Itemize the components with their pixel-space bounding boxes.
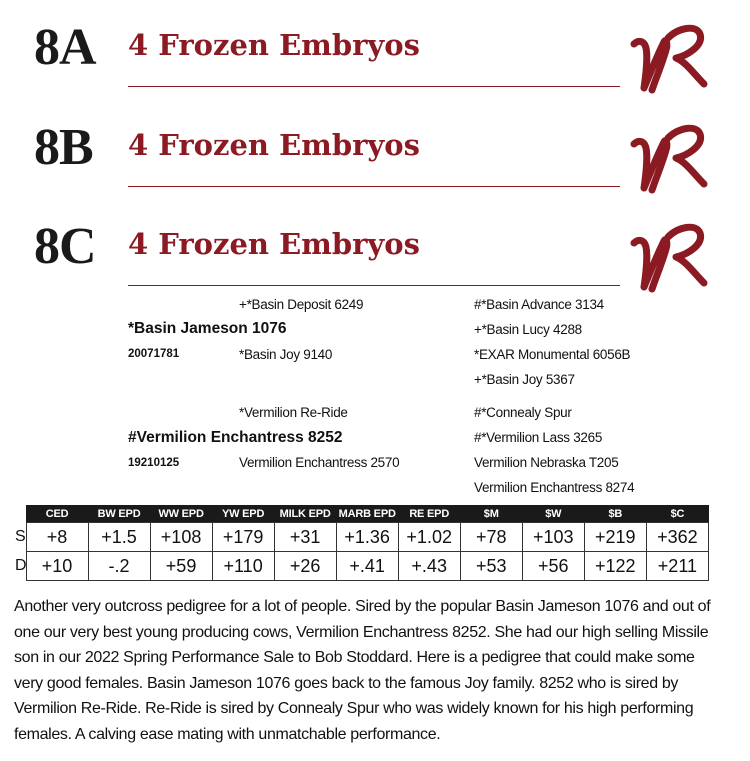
- lot-description: Another very outcross pedigree for a lot of people. Sired by the popular Basin Jameson 1076 and out of one our very best young producing cows, Vermilion Enchantress 8252. She had our high selling Missile son in our 2022 Spring Performance Sale to Bob Stoddard. Here is a pedigree that could make some very good females. Basin Jameson 1076 goes back to the famous Joy family. 8252 who is sired by Vermilion Re-Ride. Re-Ride is sired by Connealy Spur who was widely known for his high performing females. A calving ease mating with unmatchable performance.: [14, 598, 711, 743]
- epd-cell: +26: [274, 552, 336, 581]
- lot-title: 4 Frozen Embryos: [128, 128, 420, 162]
- lot-row-8c: [0, 205, 750, 303]
- epd-header-corner: [14, 505, 26, 523]
- epd-cell: +179: [212, 523, 274, 552]
- epd-row-label: D: [14, 552, 26, 581]
- pedigree-sire-sire-dam: +*Basin Lucy 4288: [474, 322, 582, 337]
- pedigree-dam-reg: 19210125: [128, 457, 180, 469]
- epd-cell: +108: [150, 523, 212, 552]
- vr-brand-logo-icon: [628, 118, 710, 198]
- epd-row-label: S: [14, 523, 26, 552]
- divider: [128, 285, 620, 286]
- epd-cell: +122: [584, 552, 646, 581]
- epd-cell: +1.36: [336, 523, 398, 552]
- epd-cell: +211: [646, 552, 708, 581]
- vr-brand-logo-icon: [628, 18, 710, 98]
- epd-cell: +110: [212, 552, 274, 581]
- epd-cell: +.43: [398, 552, 460, 581]
- lot-number: 8C: [34, 218, 96, 275]
- epd-header-re: RE EPD: [398, 505, 460, 523]
- epd-header-m: $M: [460, 505, 522, 523]
- divider: [128, 186, 620, 187]
- pedigree-sire-sire: +*Basin Deposit 6249: [239, 297, 364, 312]
- epd-cell: +362: [646, 523, 708, 552]
- epd-cell: +78: [460, 523, 522, 552]
- epd-header-c: $C: [646, 505, 708, 523]
- lot-row-8a: [0, 6, 750, 104]
- epd-cell: +31: [274, 523, 336, 552]
- epd-cell: +8: [26, 523, 88, 552]
- epd-header-w: $W: [522, 505, 584, 523]
- pedigree-sire-dam-dam: +*Basin Joy 5367: [474, 372, 575, 387]
- pedigree-sire-reg: 20071781: [128, 348, 180, 360]
- pedigree-dam-sire: *Vermilion Re-Ride: [239, 405, 348, 420]
- epd-row-sire: [14, 523, 709, 552]
- epd-cell: +219: [584, 523, 646, 552]
- epd-header-ced: CED: [26, 505, 88, 523]
- epd-cell: +59: [150, 552, 212, 581]
- pedigree-sire-dam-sire: *EXAR Monumental 6056B: [474, 347, 631, 362]
- epd-cell: +1.5: [88, 523, 150, 552]
- pedigree-dam-dam-dam: Vermilion Enchantress 8274: [474, 480, 635, 495]
- pedigree-dam-dam: Vermilion Enchantress 2570: [239, 455, 400, 470]
- epd-table: [14, 505, 709, 581]
- epd-header-ww: WW EPD: [150, 505, 212, 523]
- pedigree-sire-name: *Basin Jameson 1076: [128, 320, 287, 337]
- pedigree-dam-sire-dam: #*Vermilion Lass 3265: [474, 430, 603, 445]
- lot-row-8b: [0, 106, 750, 204]
- epd-cell: +53: [460, 552, 522, 581]
- epd-row-dam: [14, 552, 709, 581]
- epd-cell: +1.02: [398, 523, 460, 552]
- vr-brand-logo-icon: [628, 217, 710, 297]
- epd-header-b: $B: [584, 505, 646, 523]
- lot-title: 4 Frozen Embryos: [128, 28, 420, 62]
- divider: [128, 86, 620, 87]
- epd-cell: -.2: [88, 552, 150, 581]
- epd-header-row: [14, 505, 709, 523]
- epd-header-milk: MILK EPD: [274, 505, 336, 523]
- pedigree-dam-name: #Vermilion Enchantress 8252: [128, 429, 343, 446]
- epd-cell: +10: [26, 552, 88, 581]
- epd-cell: +56: [522, 552, 584, 581]
- pedigree-dam-dam-sire: Vermilion Nebraska T205: [474, 455, 619, 470]
- lot-number: 8B: [34, 119, 93, 176]
- epd-cell: +103: [522, 523, 584, 552]
- epd-cell: +.41: [336, 552, 398, 581]
- epd-header-yw: YW EPD: [212, 505, 274, 523]
- epd-header-bw: BW EPD: [88, 505, 150, 523]
- lot-number: 8A: [34, 19, 96, 76]
- pedigree-sire-dam: *Basin Joy 9140: [239, 347, 333, 362]
- lot-title: 4 Frozen Embryos: [128, 227, 420, 261]
- epd-header-marb: MARB EPD: [336, 505, 398, 523]
- pedigree-dam-sire-sire: #*Connealy Spur: [474, 405, 572, 420]
- pedigree-sire-sire-sire: #*Basin Advance 3134: [474, 297, 604, 312]
